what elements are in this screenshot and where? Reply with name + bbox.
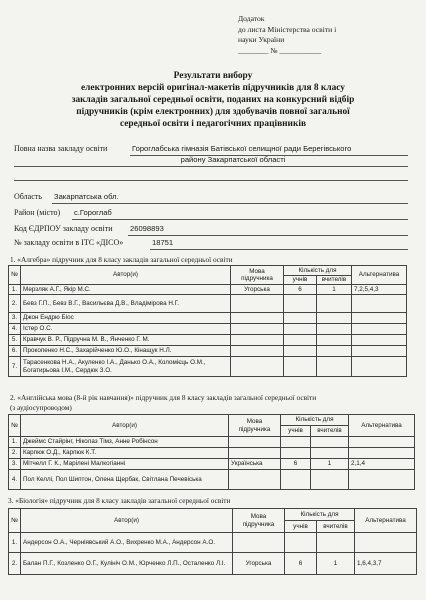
col-author: Автор(и) [21,266,231,285]
row-teachers [317,357,352,377]
row-author: Пол Келлі, Пол Шиптон, Олена Щербак, Світлана Печевіська [21,470,229,490]
appendix-block [238,14,418,56]
row-number: 3. [9,313,21,324]
row-language [231,335,284,346]
col-language: Мова підручника [233,509,285,533]
its-value: 18751 [152,238,174,247]
school-label: Повна назва закладу освіти [14,144,108,153]
col-num: № [9,266,21,285]
table-row [9,357,407,377]
underline [150,249,408,250]
section-subtitle: (з аудіосупроводом) [10,403,72,412]
table-row [9,553,417,575]
section-title: 2. «Англійська мова (8-й рік навчання)» підручник для 8 класу закладів загальної середньої освіти [10,393,317,402]
row-alternative: 7,2,5,4,3 [352,285,407,295]
row-teachers [317,324,352,335]
col-teachers: вчителів [317,276,352,285]
table-row [9,285,407,295]
row-number: 2. [9,295,21,313]
row-students: 6 [281,459,311,470]
row-teachers: 1 [317,553,355,575]
row-author: Мітчелл Г. К., Марілені Малкогіанні [21,459,229,470]
row-language [229,470,281,490]
col-students: учнів [284,276,317,285]
row-author: Карпюк О.Д., Карпюк К.Т. [21,448,229,459]
school-value-1: Гороглабська гімназія Батівської селищної ради Берегівського [132,144,352,153]
appendix-line-2: до листа Міністерства освіти і [238,24,337,34]
title-line-1: Результати вибору [173,71,253,81]
edrpou-value: 26098893 [130,224,164,233]
biology-table [8,508,417,575]
row-language: Угорська [231,285,284,295]
district-value: с.Гороглаб [74,208,112,217]
row-language: Українська [229,459,281,470]
table-row [9,448,415,459]
section-title: 1. «Алгебра» підручник для 8 класу закладів загальної середньої освіти [10,255,233,264]
col-students: учнів [285,521,317,533]
row-author: Істер О.С. [21,324,231,335]
col-alternative: Альтернатива [355,509,417,533]
title-line-2: електронних версій оригінал-макетів підручників для 8 класу [80,82,345,93]
document-title [0,71,426,131]
row-students [284,295,317,313]
row-students [284,357,317,377]
col-language: Мова підручника [229,415,281,437]
row-author: Мерзляк А.Г., Якір М.С. [21,285,231,295]
col-teachers: вчителів [311,426,349,437]
row-author: Джеймс Стайрінг, Ніколаз Тімз, Анне Робінсон [21,437,229,448]
row-teachers [317,295,352,313]
col-language: Мова підручника [231,266,284,285]
row-author: Тарасенкова Н.А., Акуленко І.А., Данько О.А., Коломієць О.М., Богатирьова І.М., Сердюк З.О. [21,357,231,377]
row-number: 1. [9,437,21,448]
section-title: 3. «Біологія» підручник для 8 класу закладів загальної середньої освіти [8,496,231,505]
row-alternative [352,357,407,377]
its-label: № закладу освіти в ІТС «ДІСО» [14,238,124,247]
appendix-line-1: Додаток [238,14,265,23]
col-alternative: Альтернатива [352,266,407,285]
row-students [281,448,311,459]
underline [52,203,408,204]
col-quantity: Кількість для [284,266,352,276]
edrpou-label: Код ЄДРПОУ закладу освіти [14,224,113,233]
row-alternative: 2,1,4 [349,459,415,470]
row-author: Бевз Г.П., Бевз В.Г., Васильєва Д.В., Владімірова Н.Г. [21,295,231,313]
col-quantity: Кількість для [281,415,349,426]
col-author: Автор(и) [21,509,233,533]
col-num: № [9,415,21,437]
title-line-4: підручників (крім електронних) для здобувачів повної загальної [76,106,350,117]
row-students: 6 [285,553,317,575]
district-label: Район (місто) [14,208,61,217]
row-alternative [352,313,407,324]
row-alternative [349,437,415,448]
row-alternative [352,295,407,313]
col-alternative: Альтернатива [349,415,415,437]
row-students: 6 [284,285,317,295]
row-alternative [355,533,417,553]
col-students: учнів [281,426,311,437]
row-alternative [352,346,407,357]
row-language [231,357,284,377]
row-alternative [349,470,415,490]
row-teachers: 1 [311,459,349,470]
school-value-2: району Закарпатської області [180,155,286,164]
region-label: Область [14,192,42,201]
row-language [231,313,284,324]
row-number: 3. [9,459,21,470]
row-language [233,533,285,553]
table-row [9,459,415,470]
row-language [229,448,281,459]
row-alternative [352,335,407,346]
row-teachers [311,470,349,490]
row-number: 4. [9,324,21,335]
row-language [231,346,284,357]
table-row [9,313,407,324]
row-number: 6. [9,346,21,357]
underline [72,219,408,220]
row-author: Прокопенко Н.С., Захарійченко Ю.О., Кінащук Н.Л. [21,346,231,357]
col-author: Автор(и) [21,415,229,437]
row-number: 7. [9,357,21,377]
row-language [229,437,281,448]
row-author: Балан П.Г., Козленко О.Г., Кулініч О.М., Юрченко Л.П., Осталенко Л.І. [21,553,233,575]
col-quantity: Кількість для [285,509,355,521]
row-alternative [349,448,415,459]
row-students [284,313,317,324]
appendix-line-3: науки України [238,35,285,44]
row-teachers: 1 [317,285,352,295]
row-teachers [317,335,352,346]
row-language: Угорська [233,553,285,575]
table-row [9,295,407,313]
algebra-table [8,265,407,377]
underline [14,180,408,181]
english-table [8,414,415,490]
row-teachers [317,533,355,553]
col-teachers: вчителів [317,521,355,533]
table-row [9,324,407,335]
table-row [9,533,417,553]
row-students [285,533,317,553]
row-teachers [317,346,352,357]
region-value: Закарпатська обл. [54,192,119,201]
row-teachers [311,448,349,459]
table-row [9,346,407,357]
row-number: 2. [9,448,21,459]
table-row [9,335,407,346]
row-students [281,437,311,448]
row-number: 4. [9,470,21,490]
row-alternative [352,324,407,335]
row-number: 2. [9,553,21,575]
row-students [281,470,311,490]
row-alternative: 1,6,4,3,7 [355,553,417,575]
row-author: Андерсон О.А., Черніявський А.О., Вихренко М.А., Андерсон А.О. [21,533,233,553]
row-language [231,324,284,335]
row-author: Джон Ендрю Біос [21,313,231,324]
row-author: Кравчук В. Р., Підручна М. В., Янченко Г. М. [21,335,231,346]
row-number: 1. [9,285,21,295]
row-language [231,295,284,313]
col-num: № [9,509,21,533]
row-number: 1. [9,533,21,553]
table-row [9,437,415,448]
title-line-5: середньої освіти і педагогічних працівників [119,118,307,129]
underline [14,166,408,167]
row-number: 5. [9,335,21,346]
title-line-3: закладів загальної середньої освіти, поданих на конкурсний відбір [71,94,355,105]
underline [128,235,408,236]
appendix-date-line: ________ № ___________ [238,45,322,55]
row-teachers [317,313,352,324]
table-row [9,470,415,490]
row-students [284,335,317,346]
row-teachers [311,437,349,448]
row-students [284,346,317,357]
row-students [284,324,317,335]
